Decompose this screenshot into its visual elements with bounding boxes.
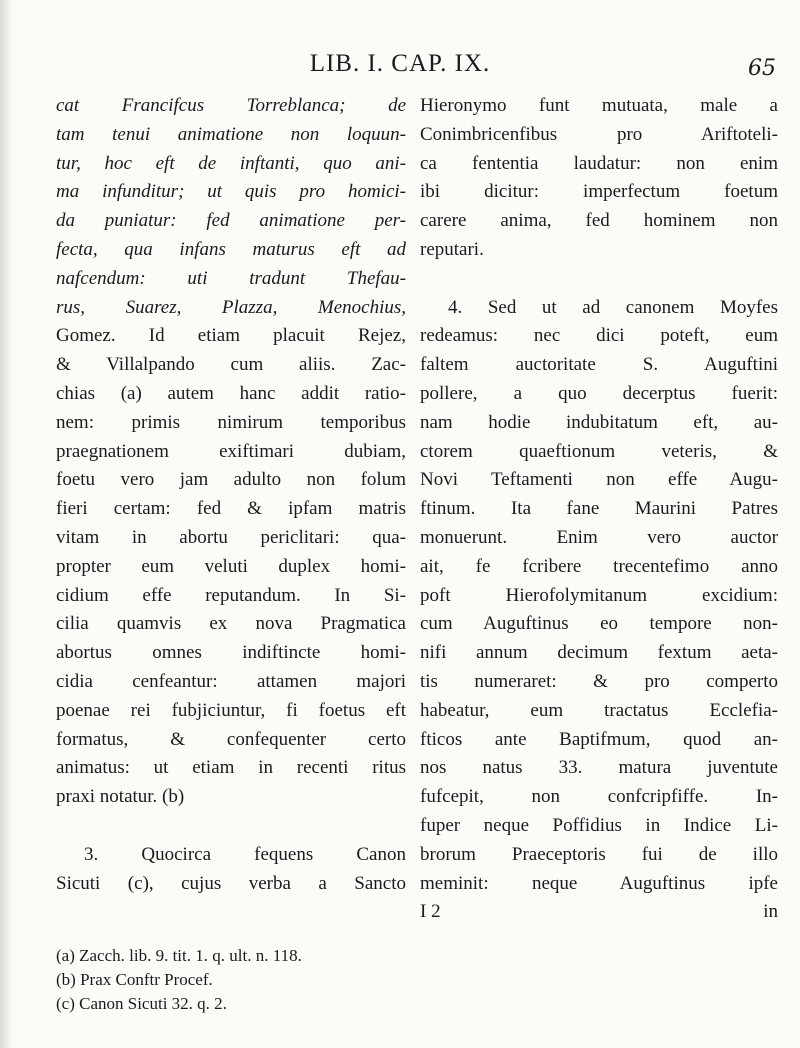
- footnote-c: (c) Canon Sicuti 32. q. 2.: [56, 994, 227, 1013]
- text-line: chias (a) autem hanc addit ratio-: [56, 382, 406, 404]
- text-line: cidia cenfeantur: attamen majori: [56, 670, 406, 692]
- text-line: poft Hierofolymitanum excidium:: [420, 584, 778, 606]
- text-line: Gomez. Id etiam placuit Rejez,: [56, 325, 406, 347]
- text-line: tis numeraret: & pro comperto: [420, 670, 778, 692]
- text-line: da puniatur: fed animatione per-: [56, 210, 406, 232]
- text-line: brorum Praeceptoris fui de illo: [420, 843, 778, 865]
- text-line: ftinum. Ita fane Maurini Patres: [420, 498, 778, 520]
- text-line: ait, fe fcribere trecentefimo anno: [420, 555, 778, 577]
- text-line: nos natus 33. matura juventute: [420, 757, 778, 779]
- text-line: fuper neque Poffidius in Indice Li-: [420, 814, 778, 836]
- text-line: meminit: neque Auguftinus ipfe: [420, 872, 778, 894]
- running-head: [0, 50, 800, 90]
- right-text-column: [420, 92, 778, 927]
- text-line: animatus: ut etiam in recenti ritus: [56, 757, 406, 779]
- text-line: cidium effe reputandum. In Si-: [56, 584, 406, 606]
- text-line: tam tenui animatione non loquun-: [56, 123, 406, 145]
- text-line: redeamus: nec dici poteft, eum: [420, 325, 778, 347]
- page-number: 65: [748, 56, 776, 81]
- text-line: abortus omnes indiftincte homi-: [56, 642, 406, 664]
- footnotes: [56, 944, 556, 1016]
- text-line: 3. Quocirca fequens Canon: [84, 843, 406, 865]
- text-line: faltem auctoritate S. Auguftini: [420, 354, 778, 376]
- text-line: pollere, a quo decerptus fuerit:: [420, 382, 778, 404]
- footnote-a: (a) Zacch. lib. 9. tit. 1. q. ult. n. 118.: [56, 946, 302, 965]
- text-line: ibi dicitur: imperfectum foetum: [420, 181, 778, 203]
- text-line: praegnationem exiftimari dubiam,: [56, 440, 406, 462]
- text-line: Novi Teftamenti non effe Augu-: [420, 469, 778, 491]
- text-line: nam hodie indubitatum eft, au-: [420, 411, 778, 433]
- text-line: carere anima, fed hominem non: [420, 210, 778, 232]
- text-line: cilia quamvis ex nova Pragmatica: [56, 613, 406, 635]
- text-line: fticos ante Baptifmum, quod an-: [420, 728, 778, 750]
- text-line: nem: primis nimirum temporibus: [56, 411, 406, 433]
- left-text-column: [56, 92, 406, 898]
- catchword: in: [763, 901, 778, 923]
- text-line: cat Francifcus Torreblanca; de: [56, 95, 406, 116]
- text-line: poenae rei fubjiciuntur, fi foetus eft: [56, 699, 406, 721]
- text-line: Sicuti (c), cujus verba a Sancto: [56, 872, 406, 894]
- text-line: nafcendum: uti tradunt Thefau-: [56, 267, 406, 289]
- text-line: Conimbricenfibus pro Ariftoteli-: [420, 123, 778, 145]
- text-line: vitam in abortu periclitari: qua-: [56, 526, 406, 548]
- text-line: fecta, qua infans maturus eft ad: [56, 238, 406, 260]
- signature-line: [420, 898, 778, 927]
- text-line: ma infunditur; ut quis pro homici-: [56, 181, 406, 203]
- blank-line: [56, 812, 406, 841]
- text-line: habeatur, eum tractatus Ecclefia-: [420, 699, 778, 721]
- text-line: reputari.: [420, 238, 484, 260]
- page-gutter-shadow: [0, 0, 14, 1048]
- text-line: Hieronymo funt mutuata, male a: [420, 95, 778, 116]
- text-line: nifi annum decimum fextum aeta-: [420, 642, 778, 664]
- blank-line: [420, 265, 778, 294]
- text-line: fieri certam: fed & ipfam matris: [56, 498, 406, 520]
- text-line: formatus, & confequenter certo: [56, 728, 406, 750]
- text-line: & Villalpando cum aliis. Zac-: [56, 354, 406, 376]
- running-head-title: LIB. I. CAP. IX.: [309, 50, 491, 77]
- text-line: fufcepit, non confcripfiffe. In-: [420, 786, 778, 808]
- text-line: rus, Suarez, Plazza, Menochius,: [56, 296, 406, 318]
- text-line: praxi notatur. (b): [56, 786, 185, 808]
- text-line: propter eum veluti duplex homi-: [56, 555, 406, 577]
- text-line: ca fententia laudatur: non enim: [420, 152, 778, 174]
- text-line: tur, hoc eft de inftanti, quo ani-: [56, 152, 406, 174]
- text-line: monuerunt. Enim vero auctor: [420, 526, 778, 548]
- text-line: 4. Sed ut ad canonem Moyfes: [448, 296, 778, 318]
- footnote-b: (b) Prax Conftr Procef.: [56, 970, 213, 989]
- text-line: foetu vero jam adulto non folum: [56, 469, 406, 491]
- text-line: cum Auguftinus eo tempore non-: [420, 613, 778, 635]
- text-line: ctorem quaeftionum veteris, &: [420, 440, 778, 462]
- signature-mark: I 2: [420, 901, 441, 923]
